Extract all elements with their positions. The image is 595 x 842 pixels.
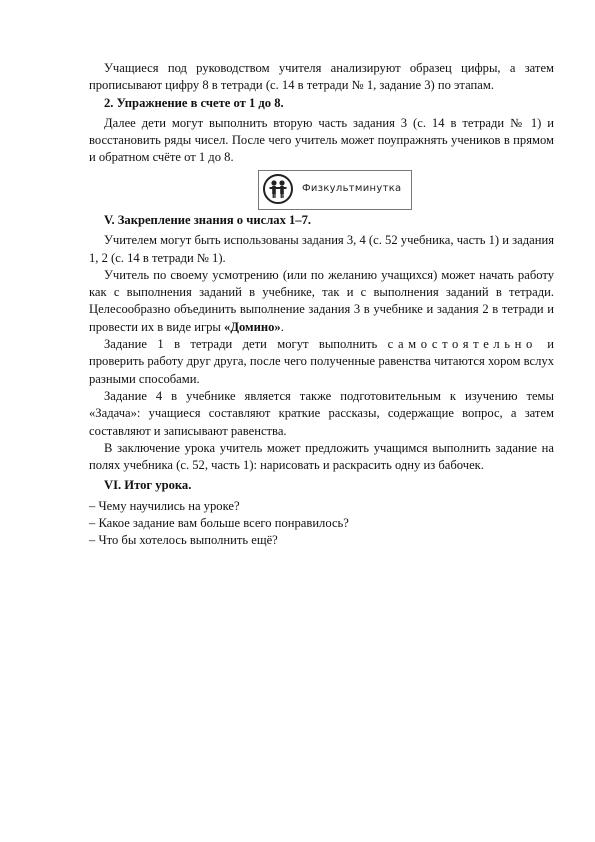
paragraph-task-four: Задание 4 в учебнике является также подготовительным к изучению темы «Задача»: учащиеся составляют краткие рассказы, содержащие вопрос, а затем составляют и записывают равенства. [89,388,554,438]
heading-counting-exercise: 2. Упражнение в счете от 1 до 8. [104,95,284,110]
physical-exercise-banner [258,170,412,210]
paragraph-independent-end: и проверить работу друг друга, после чего полученные равенства читаются хором вслух разными способами. [89,337,555,386]
paragraph-independent-work [89,336,554,388]
text-block-top [89,60,554,167]
paragraph-number-rows: Далее дети могут выполнить вторую часть задания 3 (с. 14 в тетради № 1) и восстановить ряды чисел. После чего учитель может поупражнять учеников в прямом и обратном счёте от 1 до 8. [89,115,554,165]
paragraph-sample-digit: Учащиеся под руководством учителя анализируют образец цифры, а затем прописывают цифру 8 в тетради (с. 14 в тетради № 1, задание 3) по этапам. [89,61,554,93]
spaced-word: самостоятельно [387,337,537,352]
banner-label: Физкультминутка [302,183,402,194]
heading-consolidation: V. Закрепление знания о числах 1–7. [104,213,312,227]
two-figures-icon [263,174,293,204]
paragraph-teacher-choice [89,267,554,336]
paragraph-teacher-choice-text: Учитель по своему усмотрению (или по желанию учащихся) может начать работу как с выполнения заданий в учебнике, так и с выполнения заданий в тетради. Целесообразно объединить выполнение задания 3 в учебнике и задания 2 в тетради и провести их в виде игры [89,267,554,334]
question-learned: – Чему научились на уроке? [89,498,240,513]
paragraph-independent-start: Задание 1 в тетради дети могут выполнить [104,337,388,352]
heading-lesson-summary: VI. Итог урока. [104,478,192,493]
paragraph-teacher-choice-end: . [280,319,284,334]
question-liked: – Какое задание вам больше всего понравилось? [89,516,349,531]
paragraph-conclusion: В заключение урока учитель может предложить учащимся выполнить задание на полях учебника (с. 52, часть 1): нарисовать и раскрасить одну из бабочек. [89,440,554,473]
question-more: – Что бы хотелось выполнить ещё? [89,533,278,548]
domino-game-label: «Домино» [224,319,281,334]
text-block-main [89,212,554,550]
paragraph-tasks-list: Учителем могут быть использованы задания 3, 4 (с. 52 учебника, часть 1) и задания 1, 2 (с. 14 в тетради № 1). [89,233,554,265]
